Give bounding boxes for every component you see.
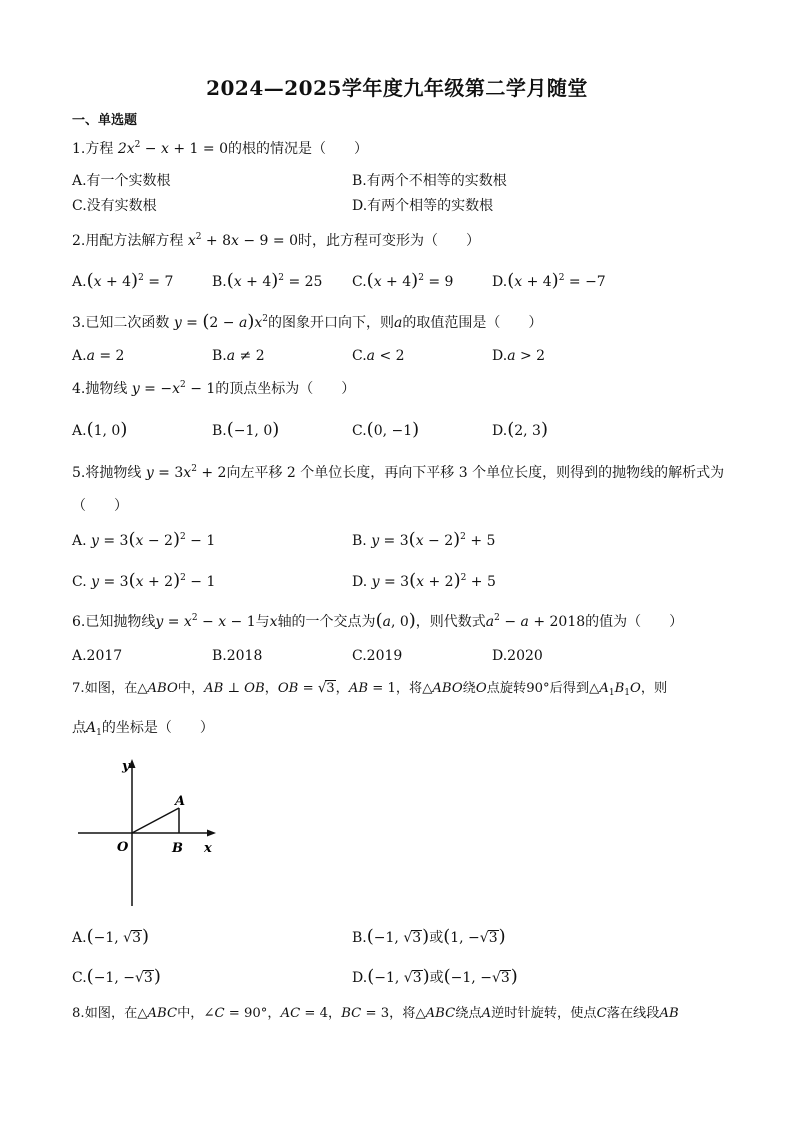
- question-2: 2.用配方法解方程 $x^2 + 8x - 9 = 0$时，此方程可变形为（ ）: [72, 232, 480, 249]
- label-x: x: [204, 841, 212, 856]
- coordinate-figure: [72, 754, 232, 918]
- q2-option-a[interactable]: $A.(x + 4)^2 = 7$: [72, 270, 174, 291]
- question-5: 5.将抛物线 $y = 3x^2 + 2$向左平移 2 个单位长度，再向下平移 3 个单位长度，则得到的抛物线的解析式为: [72, 464, 725, 481]
- q5-option-a[interactable]: A. $y = 3(x - 2)^2 - 1$: [72, 529, 216, 550]
- question-3: 3.已知二次函数 $y = (2 - a)x^2$的图象开口向下，则a的取值范围是（ ）: [72, 311, 543, 332]
- q3-option-d[interactable]: D.a > 2: [492, 348, 546, 364]
- q5-option-d[interactable]: D. $y = 3(x + 2)^2 + 5$: [352, 570, 496, 591]
- q2-option-d[interactable]: $D.(x + 4)^2 = -7$: [492, 270, 606, 291]
- figure-svg: [72, 754, 232, 914]
- q1-option-b[interactable]: B.有两个不相等的实数根: [352, 173, 507, 189]
- q1-option-a[interactable]: A.有一个实数根: [72, 173, 171, 189]
- question-5-paren: （ ）: [72, 498, 128, 514]
- q6-option-d[interactable]: D.2020: [492, 648, 543, 664]
- question-7-line-2: 点$A_1$的坐标是（ ）: [72, 720, 214, 738]
- x-axis-arrow: [207, 830, 216, 837]
- q5-option-c[interactable]: C. $y = 3(x + 2)^2 - 1$: [72, 570, 216, 591]
- q4-option-b[interactable]: B.(−1, 0): [212, 419, 280, 440]
- q5-option-b[interactable]: B. $y = 3(x - 2)^2 + 5$: [352, 529, 496, 550]
- q6-option-a[interactable]: A.2017: [72, 648, 123, 664]
- q7-option-a[interactable]: A.(−1, √3): [72, 926, 150, 947]
- q6-option-b[interactable]: B.2018: [212, 648, 263, 664]
- q2-option-b[interactable]: $B.(x + 4)^2 = 25$: [212, 270, 323, 291]
- q6-option-c[interactable]: C.2019: [352, 648, 403, 664]
- q4-option-a[interactable]: A.(1, 0): [72, 419, 128, 440]
- question-6: 6.已知抛物线$y = x^2 - x - 1$与x轴的一个交点为(a, 0)，则代数式$a^2 - a + 2018$的值为（ ）: [72, 610, 684, 631]
- q7-option-c[interactable]: C.(−1, −√3): [72, 966, 161, 987]
- label-o: O: [117, 840, 129, 855]
- q7-option-b[interactable]: B.(−1, √3)或(1, −√3): [352, 926, 506, 947]
- label-y: y: [122, 759, 130, 774]
- q3-option-a[interactable]: A.a = 2: [72, 348, 125, 364]
- q3-option-b[interactable]: B.a ≠ 2: [212, 348, 265, 364]
- q1-option-d[interactable]: D.有两个相等的实数根: [352, 198, 494, 214]
- q4-option-d[interactable]: D.(2, 3): [492, 419, 548, 440]
- question-7: 7.如图，在△ABO中，AB ⊥ OB，OB = √3，AB = 1，将△ABO绕O点旋转90°后得到$\triangle A_1B_1O$，则: [72, 681, 668, 698]
- q1-option-c[interactable]: C.没有实数根: [72, 198, 157, 214]
- section-heading: 一、单选题: [72, 113, 138, 128]
- q2-option-c[interactable]: $C.(x + 4)^2 = 9$: [352, 270, 454, 291]
- label-b: B: [172, 841, 183, 856]
- q7-option-d[interactable]: D.(−1, √3)或(−1, −√3): [352, 966, 518, 987]
- q4-option-c[interactable]: C.(0, −1): [352, 419, 420, 440]
- page-title: 2024—2025学年度九年级第二学月随堂: [206, 76, 588, 100]
- question-8: 8.如图，在△ABC中，∠C = 90°，AC = 4，BC = 3，将△ABC绕点A逆时针旋转，使点C落在线段AB: [72, 1006, 679, 1021]
- question-4: 4.抛物线 $y = -x^2 - 1$的顶点坐标为（ ）: [72, 380, 356, 397]
- question-1: 1.方程 $2x^2 - x + 1 = 0$的根的情况是（ ）: [72, 140, 368, 157]
- label-a: A: [175, 794, 186, 809]
- q3-option-c[interactable]: C.a < 2: [352, 348, 405, 364]
- segment-oa: [132, 808, 179, 833]
